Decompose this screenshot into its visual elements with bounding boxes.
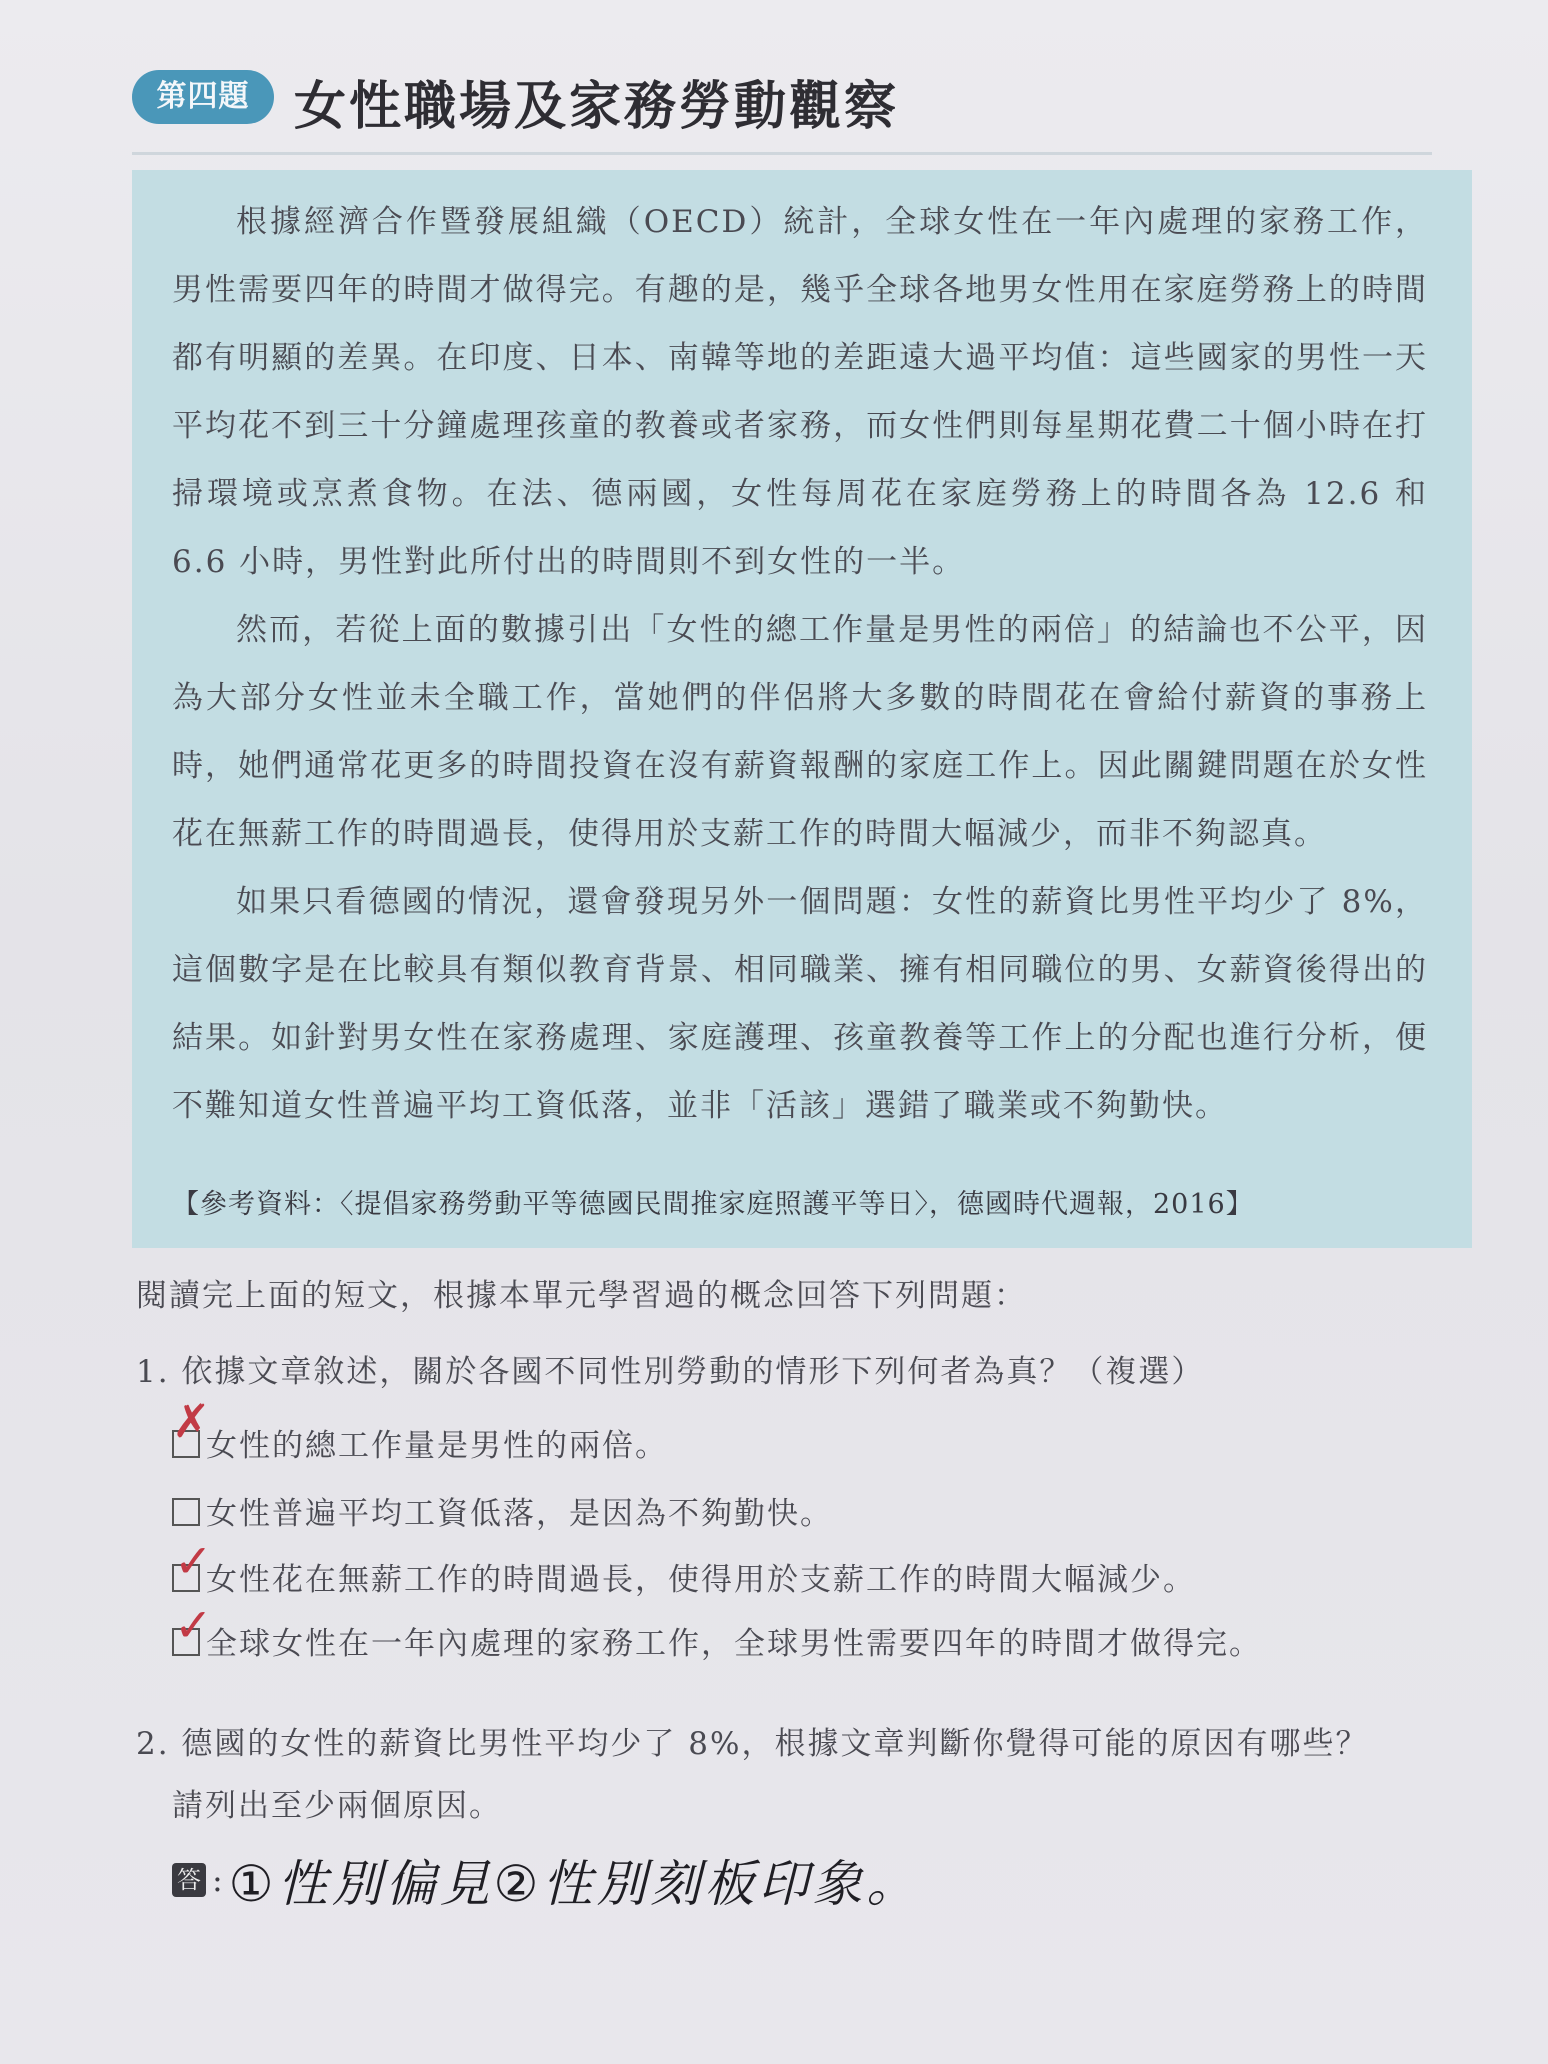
question-2-text: 2. 德國的女性的薪資比男性平均少了 8%，根據文章判斷你覺得可能的原因有哪些？ xyxy=(136,1726,1369,1762)
check-mark: ✓ xyxy=(174,1598,213,1652)
checkbox[interactable] xyxy=(172,1498,200,1526)
question-1-text: 1. 依據文章敘述，關於各國不同性別勞動的情形下列何者為真？（複選） xyxy=(136,1354,1205,1390)
q1-option-2[interactable] xyxy=(172,1488,833,1533)
cross-mark: ✗ xyxy=(172,1394,211,1448)
option-label: 女性的總工作量是男性的兩倍。 xyxy=(206,1428,668,1464)
option-label: 全球女性在一年內處理的家務工作，全球男性需要四年的時間才做得完。 xyxy=(206,1626,1262,1662)
reading-passage-box xyxy=(132,170,1472,1248)
q1-option-4[interactable] xyxy=(172,1618,1262,1663)
handwritten-answer: ①性別偏見②性別刻板印象。 xyxy=(228,1855,921,1913)
header-divider xyxy=(132,152,1432,155)
reference-citation: 【參考資料：〈提倡家務勞動平等德國民間推家庭照護平等日〉，德國時代週報，2016】 xyxy=(172,1189,1254,1220)
q1-option-1[interactable] xyxy=(172,1420,668,1465)
question-badge: 第四題 xyxy=(132,70,274,124)
question-2-instruction: 請列出至少兩個原因。 xyxy=(172,1788,502,1824)
passage-paragraph-2: 然而，若從上面的數據引出「女性的總工作量是男性的兩倍」的結論也不公平，因為大部分女性並未全職工作，當她們的伴侶將大多數的時間花在會給付薪資的事務上時，她們通常花更多的時間投資在沒有薪資報酬的家庭工作上。因此關鍵問題在於女性花在無薪工作的時間過長，使得用於支薪工作的時間大幅減少，而非不夠認真。 xyxy=(172,612,1428,852)
passage-paragraph-1: 根據經濟合作暨發展組織（OECD）統計，全球女性在一年內處理的家務工作，男性需要四年的時間才做得完。有趣的是，幾乎全球各地男女性用在家庭勞務上的時間都有明顯的差異。在印度、日本、南韓等地的差距遠大過平均值：這些國家的男性一天平均花不到三十分鐘處理孩童的教養或者家務，而女性們則每星期花費二十個小時在打掃環境或烹煮食物。在法、德兩國，女性每周花在家庭勞務上的時間各為 12.6 和 6.6 小時，男性對此所付出的時間則不到女性的一半。 xyxy=(172,204,1428,580)
section-header xyxy=(132,60,1432,140)
passage-paragraph-3: 如果只看德國的情況，還會發現另外一個問題：女性的薪資比男性平均少了 8%，這個數字是在比較具有類似教育背景、相同職業、擁有相同職位的男、女薪資後得出的結果。如針對男女性在家務處理、家庭護理、孩童教養等工作上的分配也進行分析，便不難知道女性普遍平均工資低落，並非「活該」選錯了職業或不夠勤快。 xyxy=(172,884,1428,1124)
questions-intro: 閱讀完上面的短文，根據本單元學習過的概念回答下列問題： xyxy=(136,1278,1027,1314)
option-label: 女性普遍平均工資低落，是因為不夠勤快。 xyxy=(206,1496,833,1532)
answer-icon: 答 xyxy=(172,1863,206,1897)
q1-option-3[interactable] xyxy=(172,1554,1196,1599)
answer-row: 答 : ①性別偏見②性別刻板印象。 xyxy=(172,1844,920,1916)
option-label: 女性花在無薪工作的時間過長，使得用於支薪工作的時間大幅減少。 xyxy=(206,1562,1196,1598)
section-title: 女性職場及家務勞動觀察 xyxy=(294,77,900,137)
check-mark: ✓ xyxy=(174,1534,213,1588)
